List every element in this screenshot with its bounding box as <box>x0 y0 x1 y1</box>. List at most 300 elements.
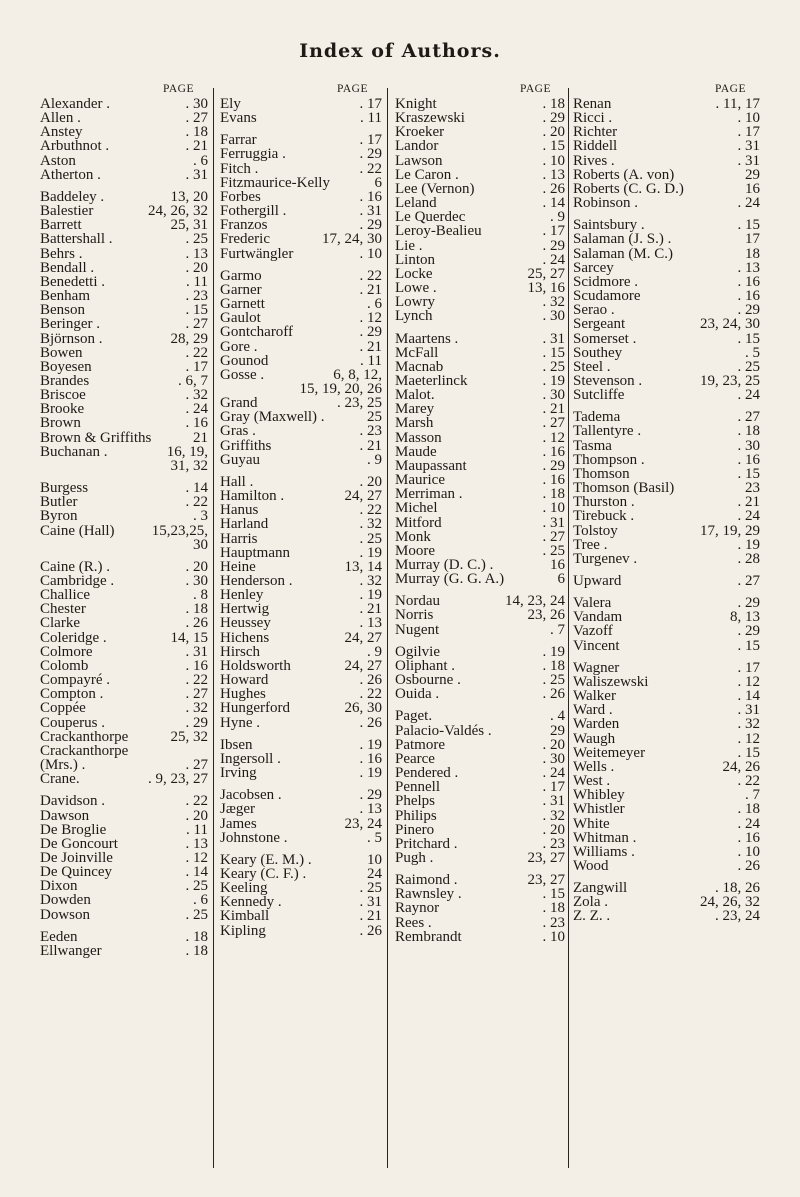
page-numbers: 8, 13 <box>730 609 760 626</box>
author-name: Marey <box>395 401 435 418</box>
author-name: Linton <box>395 251 435 268</box>
index-entry <box>395 267 565 281</box>
author-name: Maurice <box>395 472 445 489</box>
index-column-2 <box>220 82 382 1172</box>
author-name: Benedetti . <box>40 273 105 290</box>
author-name: Ouida . <box>395 686 440 703</box>
author-name: Upward <box>573 573 622 589</box>
page-numbers: . 16 <box>359 188 382 205</box>
page-numbers: . 26 <box>359 672 382 689</box>
author-name: Tree . <box>573 536 608 553</box>
index-entry <box>40 459 208 473</box>
page-numbers: . 13 <box>359 615 382 632</box>
index-entry <box>220 218 382 232</box>
index-entry <box>573 453 760 467</box>
author-name: Hughes <box>220 686 266 703</box>
page-numbers: . 29 <box>542 457 565 474</box>
author-name: Knight <box>395 96 437 112</box>
index-entry <box>395 724 565 738</box>
author-name: Pugh . <box>395 849 434 866</box>
author-name: Byron <box>40 508 78 525</box>
page-numbers: . 31 <box>542 514 565 531</box>
author-name: White <box>573 815 610 832</box>
page-numbers: 23, 26 <box>527 607 565 624</box>
page-numbers: . 20 <box>542 821 565 838</box>
author-name: Balestier <box>40 203 94 220</box>
index-entry <box>573 289 760 303</box>
page-numbers: . 13 <box>542 166 565 183</box>
index-entry <box>220 162 382 176</box>
author-name: Whistler <box>573 801 625 818</box>
index-entry <box>220 673 382 687</box>
index-entry <box>573 831 760 845</box>
index-entry <box>573 610 760 624</box>
page-numbers: . 25 <box>542 542 565 559</box>
index-entry <box>395 916 565 930</box>
page-numbers: . 18, 26 <box>715 880 760 897</box>
page-numbers: . 22 <box>737 773 760 790</box>
page-numbers: . 21 <box>185 138 208 155</box>
page-numbers: . 23, 24 <box>715 908 760 925</box>
page-numbers: . 32 <box>542 807 565 824</box>
page-numbers: 25, 31 <box>170 217 208 234</box>
page-numbers: . 13 <box>737 259 760 276</box>
author-name: Jacobsen . <box>220 787 282 804</box>
author-name: Eeden <box>40 928 78 945</box>
author-name: Whitman . <box>573 829 637 846</box>
index-entry <box>395 239 565 253</box>
page-numbers: 24, 27 <box>344 657 382 674</box>
author-name: Tallentyre . <box>573 423 642 440</box>
index-entry <box>220 247 382 261</box>
index-entry <box>395 623 565 637</box>
index-entry <box>220 489 382 503</box>
author-name: Thomson (Basil) <box>573 480 675 497</box>
index-entry <box>573 232 760 246</box>
page-numbers: . 16 <box>737 451 760 468</box>
page-numbers: . 5 <box>367 829 382 846</box>
index-entry <box>40 431 208 445</box>
author-name: Scidmore . <box>573 273 638 290</box>
author-name: Waliszewski <box>573 673 649 690</box>
index-entry <box>220 354 382 368</box>
index-entry <box>40 758 208 772</box>
page-numbers: . 27 <box>737 573 760 589</box>
author-name: Maupassant <box>395 457 467 474</box>
index-entry <box>573 596 760 610</box>
page-numbers: . 32 <box>359 573 382 589</box>
page-numbers: . 25 <box>737 358 760 375</box>
page-numbers: . 10 <box>359 245 382 262</box>
index-entry <box>220 631 382 645</box>
index-entry <box>40 402 208 416</box>
page-numbers: . 27 <box>185 686 208 703</box>
page-numbers: . 11 <box>186 821 208 838</box>
author-name: Barrett <box>40 217 82 234</box>
author-name: Benham <box>40 288 90 305</box>
author-name: Keeling <box>220 880 268 897</box>
page-numbers: . 15 <box>542 138 565 155</box>
author-name: James <box>220 815 257 832</box>
column-rule <box>387 88 388 1168</box>
index-entry <box>220 716 382 730</box>
page-numbers: . 25 <box>542 358 565 375</box>
page-numbers: . 24 <box>737 195 760 212</box>
index-entry <box>573 303 760 317</box>
author-name: Philips <box>395 807 437 824</box>
index-column-1 <box>40 82 208 1172</box>
author-name: Behrs . <box>40 245 83 262</box>
author-name: Landor <box>395 138 439 155</box>
page-numbers: 28, 29 <box>170 330 208 347</box>
page-numbers: . 19 <box>359 544 382 561</box>
author-name: Dowson <box>40 906 91 923</box>
index-entry <box>40 247 208 261</box>
page-numbers: 17 <box>745 231 760 248</box>
index-entry <box>40 687 208 701</box>
page-numbers: . 23, 25 <box>337 395 382 412</box>
page-numbers: 15,23,25, <box>151 522 208 539</box>
index-entry <box>573 196 760 210</box>
page-numbers: 30 <box>193 536 208 553</box>
page-numbers: 13, 16 <box>527 280 565 297</box>
author-name: Wood <box>573 857 609 874</box>
index-entry <box>220 283 382 297</box>
author-name: Lowry <box>395 294 435 311</box>
index-entry <box>573 774 760 788</box>
index-entry <box>40 218 208 232</box>
author-name: Kroeker <box>395 124 445 141</box>
index-entry <box>395 608 565 622</box>
page-numbers: . 21 <box>359 281 382 298</box>
author-name: De Broglie <box>40 821 107 838</box>
page-numbers: . 25 <box>542 672 565 689</box>
author-name: West . <box>573 773 611 790</box>
author-name: Colmore <box>40 643 93 660</box>
author-name: Heussey <box>220 615 271 632</box>
page-numbers: . 31 <box>359 203 382 220</box>
index-entry <box>220 802 382 816</box>
page-numbers: . 22 <box>185 672 208 689</box>
author-name: Lee (Vernon) <box>395 180 475 197</box>
index-entry <box>395 809 565 823</box>
page-numbers: . 11, 17 <box>715 96 760 112</box>
index-entry <box>220 269 382 283</box>
index-entry <box>220 297 382 311</box>
author-name: Murray (G. G. A.) <box>395 571 505 588</box>
index-entry <box>395 780 565 794</box>
page-numbers: . 26 <box>542 180 565 197</box>
page-numbers: 31, 32 <box>170 457 208 474</box>
page-numbers: . 23 <box>542 835 565 852</box>
index-entry <box>220 867 382 881</box>
index-entry <box>40 616 208 630</box>
index-entry <box>40 445 208 459</box>
index-entry <box>395 837 565 851</box>
author-name: Fitch . <box>220 160 259 177</box>
author-name: Franzos <box>220 217 268 234</box>
page-numbers: 24, 26 <box>722 758 760 775</box>
page-numbers: . 20 <box>542 124 565 141</box>
author-name: Wagner <box>573 659 620 676</box>
page-numbers: . 22 <box>359 160 382 177</box>
page-numbers: . 15 <box>737 637 760 654</box>
author-name: Kraszewski <box>395 110 465 127</box>
author-name: Leroy-Bealieu <box>395 223 482 240</box>
author-name: Monk <box>395 528 431 545</box>
page-numbers: . 20 <box>185 558 208 575</box>
page-numbers: . 17 <box>359 132 382 149</box>
page-numbers: . 18 <box>185 601 208 618</box>
index-entry <box>220 232 382 246</box>
page-numbers: . 12 <box>737 673 760 690</box>
index-entry <box>395 97 565 111</box>
index-entry <box>395 459 565 473</box>
index-entry <box>573 495 760 509</box>
author-name: Keary (E. M.) . <box>220 851 312 868</box>
index-entry <box>573 125 760 139</box>
page-numbers: . 19 <box>542 372 565 389</box>
author-name: Lowe . <box>395 280 437 297</box>
index-entry <box>573 624 760 638</box>
page-numbers: . 18 <box>542 900 565 917</box>
index-entry <box>573 261 760 275</box>
page-numbers: . 23 <box>542 914 565 931</box>
author-name: Hall . <box>220 473 254 490</box>
index-entry <box>395 309 565 323</box>
index-entry <box>395 182 565 196</box>
page-numbers: . 29 <box>542 237 565 254</box>
author-name: Paget. <box>395 708 433 725</box>
page-numbers: . 16 <box>737 288 760 305</box>
page-numbers: 17, 24, 30 <box>322 231 382 248</box>
index-entry <box>220 701 382 715</box>
author-name: Hertwig <box>220 601 270 618</box>
author-name: Garmo <box>220 267 262 284</box>
author-name: Mitford <box>395 514 442 531</box>
author-name: Salaman (M. C.) <box>573 245 673 262</box>
index-entry <box>40 346 208 360</box>
page-numbers: . 9, 23, 27 <box>148 771 208 788</box>
page-numbers: . 22 <box>185 793 208 810</box>
index-entry <box>573 168 760 182</box>
author-name: Compayré . <box>40 672 110 689</box>
page-numbers: 15, 19, 20, 26 <box>299 380 382 397</box>
page-title: Index of Authors. <box>299 40 501 62</box>
index-entry <box>40 538 208 552</box>
index-entry <box>573 97 760 111</box>
index-entry <box>220 204 382 218</box>
page-numbers: . 30 <box>185 573 208 589</box>
author-name: Bendall . <box>40 259 95 276</box>
author-name: Sarcey <box>573 259 614 276</box>
page-numbers: . 21 <box>542 401 565 418</box>
author-name: Burgess <box>40 480 89 497</box>
index-entry <box>395 516 565 530</box>
author-name: Rives . <box>573 152 615 169</box>
index-entry <box>40 893 208 907</box>
author-name: Briscoe <box>40 387 86 404</box>
index-entry <box>573 552 760 566</box>
index-entry <box>395 374 565 388</box>
author-name: Harris <box>220 530 258 547</box>
page-numbers: . 27 <box>185 757 208 774</box>
index-entry <box>573 574 760 588</box>
index-entry <box>40 730 208 744</box>
index-entry <box>40 204 208 218</box>
author-name: Holdsworth <box>220 657 291 674</box>
author-name: Guyau <box>220 451 260 468</box>
page-numbers: . 12 <box>359 310 382 327</box>
author-name: Maeterlinck <box>395 372 468 389</box>
index-entry <box>40 317 208 331</box>
index-entry <box>220 97 382 111</box>
index-entry <box>40 794 208 808</box>
index-entry <box>573 439 760 453</box>
author-name: Ferruggia . <box>220 146 286 163</box>
author-name: Battershall . <box>40 231 113 248</box>
author-name: Coleridge . <box>40 629 107 646</box>
page-numbers: 6 <box>557 571 565 588</box>
index-entry <box>395 738 565 752</box>
index-entry <box>573 703 760 717</box>
page-numbers: . 29 <box>359 146 382 163</box>
author-name: Moore <box>395 542 435 559</box>
page-numbers: 23, 24, 30 <box>700 316 760 333</box>
page-numbers: . 11 <box>360 352 382 369</box>
author-name: Marsh <box>395 415 434 432</box>
author-name: Gaulot <box>220 310 261 327</box>
page-numbers: . 16 <box>185 657 208 674</box>
page-numbers: 24, 26, 32 <box>148 203 208 220</box>
page-numbers: . 26 <box>359 922 382 939</box>
index-entry <box>395 752 565 766</box>
author-name: Frederic <box>220 231 270 248</box>
author-name: De Goncourt <box>40 835 118 852</box>
author-name: Sutcliffe <box>573 387 625 404</box>
index-entry <box>220 588 382 602</box>
page-numbers: . 25 <box>185 231 208 248</box>
page-numbers: . 17 <box>185 358 208 375</box>
index-entry <box>220 410 382 424</box>
index-entry <box>395 196 565 210</box>
author-name: Williams . <box>573 843 635 860</box>
page-numbers: . 32 <box>737 716 760 733</box>
index-entry <box>395 687 565 701</box>
author-name: Vazoff <box>573 623 613 640</box>
index-entry <box>395 445 565 459</box>
page-numbers: 25 <box>367 409 382 426</box>
author-name: Bowen <box>40 344 83 361</box>
page-numbers: . 27 <box>737 409 760 426</box>
author-name: Howard <box>220 672 269 689</box>
page-numbers: 6, 8, 12, <box>333 366 382 383</box>
author-name: Norris <box>395 607 434 624</box>
index-entry <box>573 388 760 402</box>
author-name: Kimball <box>220 908 270 925</box>
author-name: Vincent <box>573 637 620 654</box>
index-entry <box>40 930 208 944</box>
index-entry <box>573 732 760 746</box>
author-name: Walker <box>573 688 616 705</box>
index-entry <box>220 475 382 489</box>
page-numbers: . 23 <box>359 423 382 440</box>
page-numbers: . 29 <box>737 302 760 319</box>
page-numbers: . 16 <box>359 750 382 767</box>
author-name: Pennell <box>395 779 440 796</box>
index-entry <box>220 111 382 125</box>
author-name: Wells . <box>573 758 615 775</box>
page-numbers: . 27 <box>542 415 565 432</box>
index-entry <box>573 538 760 552</box>
index-entry <box>220 645 382 659</box>
page-numbers: . 14 <box>185 480 208 497</box>
page-numbers: . 7 <box>550 621 565 638</box>
author-name: Brown & Griffiths <box>40 429 152 446</box>
author-name: Osbourne . <box>395 672 461 689</box>
page-numbers: . 12 <box>185 849 208 866</box>
author-name: Warden <box>573 716 620 733</box>
page-numbers: . 13 <box>185 245 208 262</box>
index-entry <box>220 396 382 410</box>
author-name: Atherton . <box>40 166 101 183</box>
index-entry <box>220 853 382 867</box>
index-entry <box>220 368 382 382</box>
page-numbers: . 32 <box>185 700 208 717</box>
index-entry <box>395 111 565 125</box>
author-name: Lynch <box>395 308 433 325</box>
index-entry <box>40 168 208 182</box>
author-name: Scudamore <box>573 288 641 305</box>
index-entry <box>40 125 208 139</box>
author-name: Thurston . <box>573 494 635 511</box>
author-name: Zangwill <box>573 880 628 897</box>
page-numbers: . 21 <box>359 601 382 618</box>
author-name: Maude <box>395 443 437 460</box>
author-name: Björnson . <box>40 330 103 347</box>
author-name: Kennedy . <box>220 894 282 911</box>
page-numbers: . 15 <box>737 465 760 482</box>
author-name: Merriman . <box>395 486 463 503</box>
author-name: Palacio-Valdés . <box>395 722 492 739</box>
page-numbers: . 14 <box>737 688 760 705</box>
author-name: Caine (Hall) <box>40 522 115 539</box>
index-entry <box>220 881 382 895</box>
index-entry <box>573 275 760 289</box>
author-name: Turgenev . <box>573 550 638 567</box>
page-numbers: . 15 <box>542 886 565 903</box>
author-name: Hirsch <box>220 643 260 660</box>
author-name: Beringer . <box>40 316 100 333</box>
index-entry <box>395 572 565 586</box>
author-name: Heine <box>220 558 256 575</box>
page-numbers: . 18 <box>737 801 760 818</box>
author-name: Vandam <box>573 609 623 626</box>
index-entry <box>40 837 208 851</box>
author-name: Sergeant <box>573 316 626 333</box>
page-numbers: . 12 <box>542 429 565 446</box>
page-numbers: . 11 <box>186 273 208 290</box>
column-rule <box>213 88 214 1168</box>
author-name: Patmore <box>395 736 445 753</box>
author-name: Gras . <box>220 423 256 440</box>
author-name: Gosse . <box>220 366 265 383</box>
index-entry <box>220 909 382 923</box>
author-name: Davidson . <box>40 793 105 810</box>
author-name: Keary (C. F.) . <box>220 865 307 882</box>
index-entry <box>220 738 382 752</box>
page-numbers: . 16 <box>737 829 760 846</box>
